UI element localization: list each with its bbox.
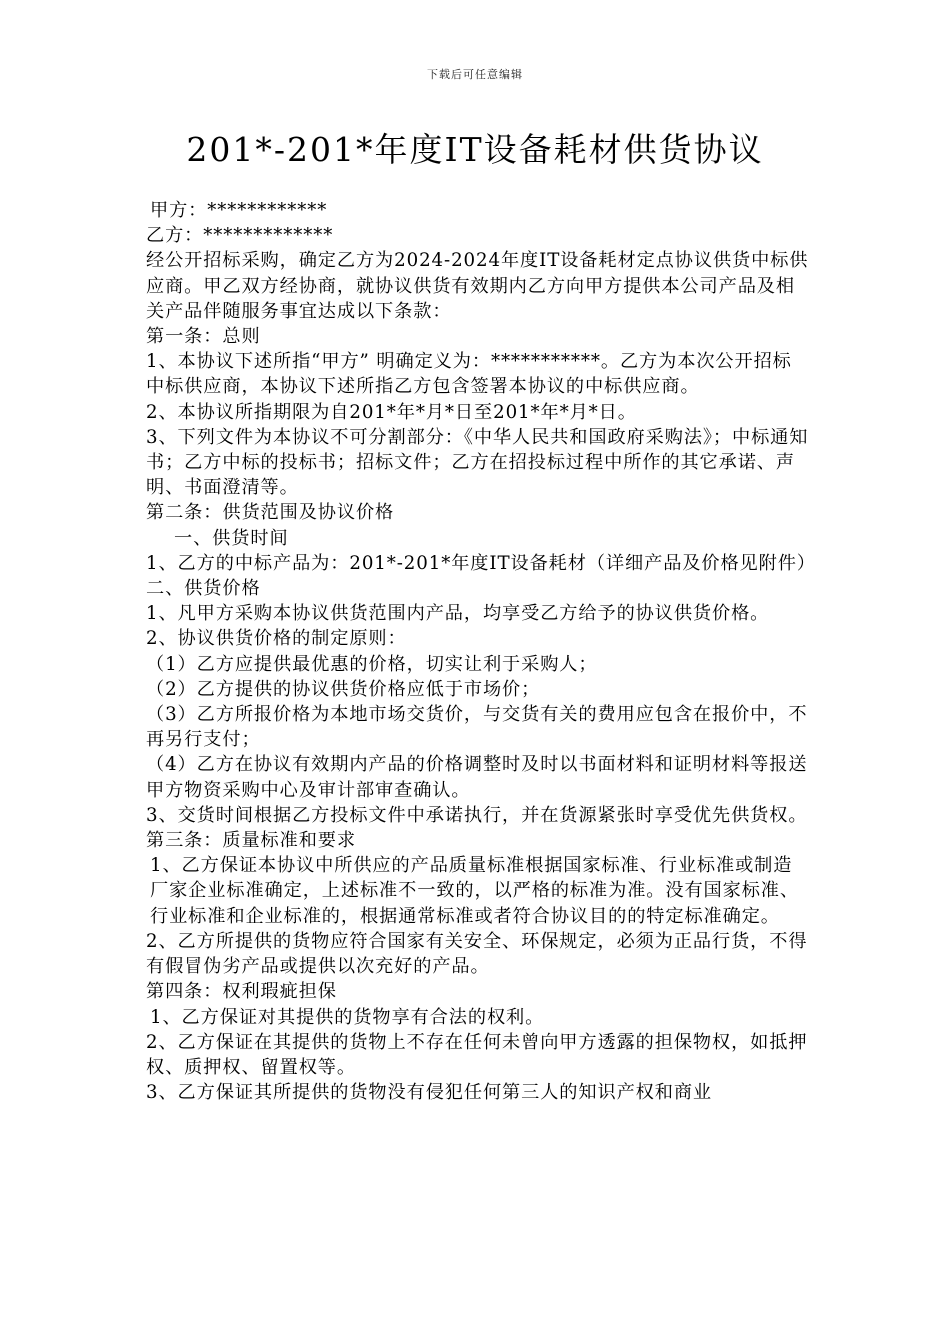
- clause-paragraph: 1、乙方的中标产品为：201*-201*年度IT设备耗材（详细产品及价格见附件）: [146, 552, 816, 574]
- clause-paragraph: 2、乙方所提供的货物应符合国家有关安全、环保规定，必须为正品行货，不得有假冒伪劣产品或提供以次充好的产品。: [146, 930, 808, 978]
- document-body: [146, 198, 816, 1105]
- document-title: 201*-201*年度IT设备耗材供货协议: [186, 130, 764, 169]
- sub-clause: （1）乙方应提供最优惠的价格，切实让利于采购人；: [146, 653, 598, 675]
- clause-paragraph: 1、乙方保证对其提供的货物享有合法的权利。: [150, 1006, 545, 1028]
- clause-paragraph: 3、乙方保证其所提供的货物没有侵犯任何第三人的知识产权和商业: [146, 1082, 713, 1104]
- section-heading: 一、供货时间: [174, 527, 289, 549]
- clause-paragraph: 2、协议供货价格的制定原则：: [146, 628, 407, 650]
- clause-paragraph: 1、凡甲方采购本协议供货范围内产品，均享受乙方给予的协议供货价格。: [146, 603, 770, 625]
- intro-paragraph: 经公开招标采购，确定乙方为2024-2024年度IT设备耗材定点协议供货中标供应商。甲乙双方经协商，就协议供货有效期内乙方向甲方提供本公司产品及相关产品伴随服务事宜达成以下条款：: [146, 250, 809, 322]
- party-b-line: 乙方：*************: [146, 225, 334, 247]
- article-3-heading: 第三条：质量标准和要求: [146, 830, 356, 852]
- article-4-heading: 第四条：权利瑕疵担保: [146, 981, 337, 1003]
- article-2-heading: 第二条：供货范围及协议价格: [146, 502, 395, 524]
- sub-clause: （2）乙方提供的协议供货价格应低于市场价；: [146, 678, 541, 700]
- sub-clause: （4）乙方在协议有效期内产品的价格调整时及时以书面材料和证明材料等报送甲方物资采购中心及审计部审查确认。: [146, 754, 808, 801]
- clause-paragraph: 3、下列文件为本协议不可分割部分：《中华人民共和国政府采购法》；中标通知书；乙方中标的投标书；招标文件；乙方在招投标过程中所作的其它承诺、声明、书面澄清等。: [146, 426, 809, 499]
- clause-paragraph: 1、乙方保证本协议中所供应的产品质量标准根据国家标准、行业标准或制造厂家企业标准确定，上述标准不一致的，以严格的标准为准。没有国家标准、行业标准和企业标准的，根据通常标准或者符合协议目的的特定标准确定。: [150, 855, 799, 927]
- section-heading: 二、供货价格: [146, 578, 261, 600]
- party-a-line: 甲方：************: [150, 200, 328, 221]
- sub-clause: （3）乙方所报价格为本地市场交货价，与交货有关的费用应包含在报价中，不再另行支付；: [146, 704, 808, 751]
- article-1-heading: 第一条：总则: [146, 326, 261, 348]
- header-note: 下载后可任意编辑: [427, 68, 523, 81]
- clause-paragraph: 2、乙方保证在其提供的货物上不存在任何未曾向甲方透露的担保物权，如抵押权、质押权、留置权等。: [146, 1031, 808, 1078]
- clause-paragraph: 3、交货时间根据乙方投标文件中承诺执行，并在货源紧张时享受优先供货权。: [146, 804, 808, 826]
- clause-paragraph: 2、本协议所指期限为自201*年*月*日至201*年*月*日。: [146, 401, 637, 423]
- clause-paragraph: 1、本协议下述所指“甲方” 明确定义为：***********。乙方为本次公开招标中标供应商，本协议下述所指乙方包含签署本协议的中标供应商。: [146, 351, 792, 398]
